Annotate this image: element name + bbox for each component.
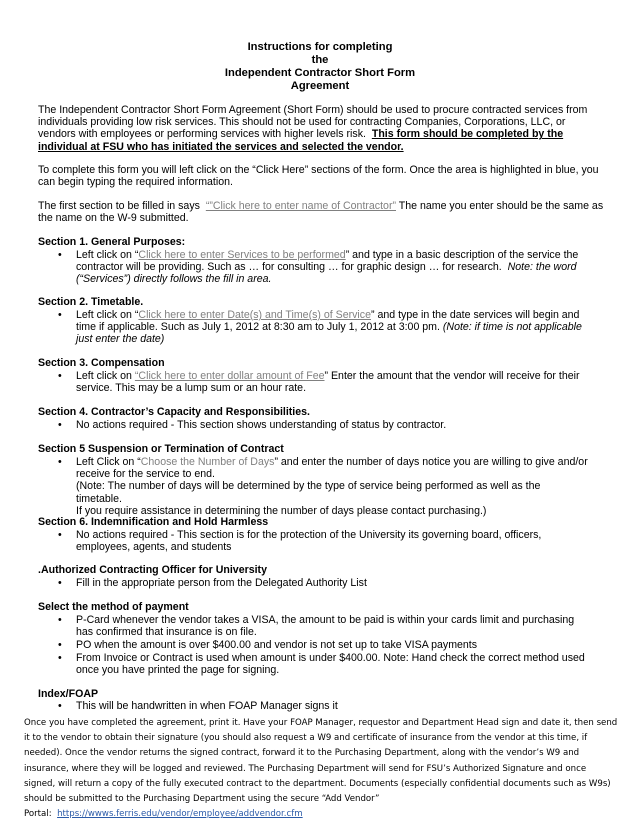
section-4-heading: Section 4. Contractor’s Capacity and Responsibilities.	[38, 406, 310, 418]
section-1-heading: Section 1. General Purposes:	[38, 236, 186, 248]
s3-post: ” Enter the amount that the vendor will receive for their service. This may be a lump sum or an hour rate.	[76, 370, 580, 395]
contractor-name-placeholder: “”Click here to enter name of Contractor”	[205, 200, 396, 212]
bullet-icon: •	[58, 577, 62, 589]
section-3-heading: Section 3. Compensation	[38, 357, 165, 369]
bullet-icon: •	[58, 370, 62, 382]
intro-emphasis: This form should be completed by the individual at FSU who has initiated the services and selected the vendor.	[38, 128, 564, 153]
s5-note-2: If you require assistance in determining the number of days please contact purchasing.)	[76, 504, 487, 517]
footer-text: Once you have completed the agreement, print it. Have your FOAP Manager, requestor and Department Head sign and date it, then send it to the vendor to obtain their signature (you should also request a W9 and certificate of insurance from the vendor at this time, if needed). Once the vendor returns the signed contract, forward it to the Purchasing Department, along with the vendor’s W9 and insurance, where they will be logged and reviewed. The Purchasing Department will send for FSU’s Authorized Signature and once signed, will return a copy of the fully executed contract to the department. Documents (especially confidential documents such as W9s) should be submitted to the Purchasing Department using the secure “Add Vendor” Portal:	[24, 718, 618, 820]
first-section-paragraph	[38, 200, 604, 224]
bullet-icon: •	[58, 529, 62, 541]
bullet-icon: •	[58, 614, 62, 626]
bullet-icon: •	[58, 652, 62, 664]
intro-paragraph	[38, 104, 604, 153]
payment-po-text: PO when the amount is over $400.00 and vendor is not set up to take VISA payments	[76, 639, 478, 651]
s5-pre: Left Click on “	[76, 456, 141, 468]
footer-paragraph	[24, 716, 618, 822]
s2-post: ” and type in the date services will begin and time if applicable. Such as July 1, 2012 at 8:30 am to July 1, 2012 at 3:00 pm.	[76, 309, 580, 334]
date-time-placeholder: Click here to enter Date(s) and Time(s) of Service	[138, 309, 371, 321]
s1-post: ” and type in a basic description of the service the contractor will be providing. Such as … for consulting … for graphic design … for research.	[76, 249, 579, 274]
payment-pcard-text: P-Card whenever the vendor takes a VISA, the amount to be paid is within your cards limit and purchasing has confirmed that insurance is on file.	[76, 614, 575, 639]
bullet-icon: •	[58, 456, 62, 468]
section-2-heading: Section 2. Timetable.	[38, 296, 144, 308]
bullet-icon: •	[58, 309, 62, 321]
services-placeholder: Click here to enter Services to be performed	[138, 249, 346, 261]
bullet-icon: •	[58, 700, 62, 712]
foap-text: This will be handwritten in when FOAP Manager signs it	[76, 700, 338, 712]
s1-note: Note: the word (“Services”) directly follows the fill in area.	[76, 261, 577, 286]
s5-post: ” and enter the number of days notice you are willing to give and/or receive for the service to end.	[76, 456, 588, 481]
bullet-icon: •	[58, 639, 62, 651]
title-line-4: Agreement	[290, 80, 350, 92]
section-5-heading: Section 5 Suspension or Termination of Contract	[38, 443, 284, 455]
days-placeholder: Choose the Number of Days	[140, 456, 275, 468]
s5-note-1: (Note: The number of days will be determined by the type of service being performed as well as the timetable.	[76, 480, 541, 505]
bullet-icon: •	[58, 419, 62, 431]
first-section-post: The name you enter should be the same as the name on the W-9 submitted.	[38, 200, 604, 225]
s4-text: No actions required - This section shows understanding of status by contractor.	[76, 419, 447, 431]
s6-text: No actions required - This section is for the protection of the University its governing board, officers, employees, agents, and students	[76, 529, 542, 554]
bullet-icon: •	[58, 249, 62, 261]
section-6-heading: Section 6. Indemnification and Hold Harmless	[38, 516, 269, 528]
aco-text: Fill in the appropriate person from the Delegated Authority List	[76, 577, 367, 589]
title-line-1: Instructions for completing	[247, 41, 393, 53]
s3-pre: Left click on	[76, 370, 132, 382]
s1-pre: Left click on “	[76, 249, 139, 261]
title-line-2: the	[311, 54, 329, 66]
foap-heading: Index/FOAP	[38, 688, 99, 700]
title-line-3: Independent Contractor Short Form	[224, 67, 416, 79]
s2-pre: Left click on “	[76, 309, 139, 321]
intro-text: The Independent Contractor Short Form Agreement (Short Form) should be used to procure contracted services from individuals providing low risk services. This should not be used for contracting Companies, Corporations, LLC, or vendors with employees or performing services with higher levels risk.	[38, 104, 588, 141]
aco-heading: .Authorized Contracting Officer for University	[38, 564, 267, 576]
payment-invoice-text: From Invoice or Contract is used when amount is under $400.00. Note: Hand check the correct method used once you have printed the page for signing.	[76, 652, 585, 677]
s2-note: (Note: if time is not applicable just enter the date)	[76, 321, 582, 346]
fee-placeholder: “Click here to enter dollar amount of Fee	[134, 370, 325, 382]
instructions-paragraph: To complete this form you will left click on the “Click Here” sections of the form. Once the area is highlighted in blue, you can begin typing the required information.	[38, 164, 599, 189]
payment-heading: Select the method of payment	[38, 601, 189, 613]
add-vendor-link[interactable]: https://wwws.ferris.edu/vendor/employee/addvendor.cfm	[57, 809, 303, 820]
first-section-pre: The first section to be filled in says	[38, 200, 200, 212]
